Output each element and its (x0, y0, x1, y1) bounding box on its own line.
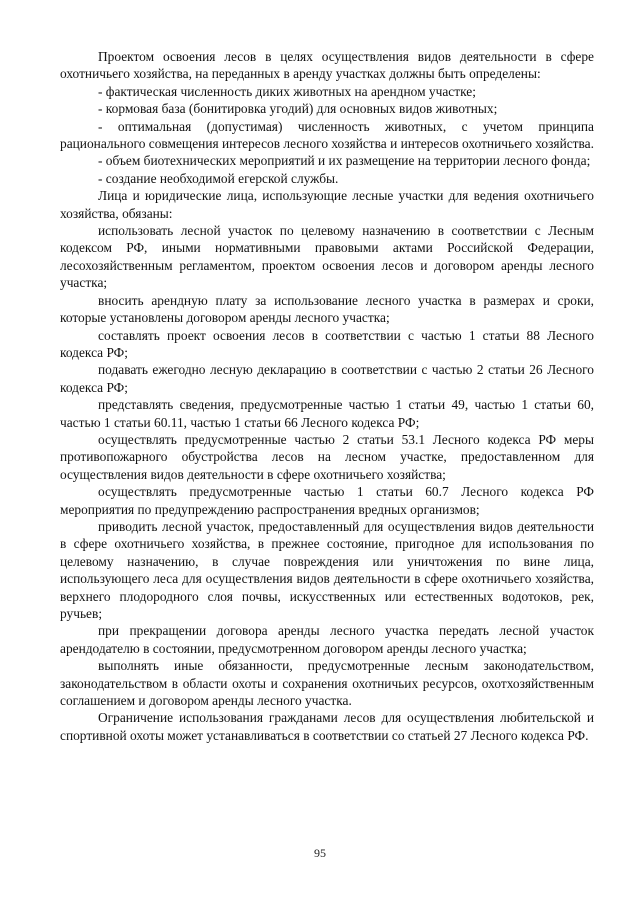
obligation-provide-information: представлять сведения, предусмотренные частью 1 статьи 49, частью 1 статьи 60, частью 1 статьи 60.11, частью 1 статьи 66 Лесного кодекса РФ; (60, 397, 594, 430)
obligation-restore-site: приводить лесной участок, предоставленный для осуществления видов деятельности в сфере охотничьего хозяйства, в прежнее состояние, пригодное для использования по целевому назначению, в случае повреждения или уничтожения по вине лица, использующего леса для осуществления видов деятельности в сфере охотничьего хозяйства, верхнего плодородного слоя почвы, искусственных или естественных водотоков, рек, ручьев; (60, 518, 594, 621)
list-item-ranger-service: - создание необходимой егерской службы. (98, 170, 339, 186)
paragraph-intro: Проектом освоения лесов в целях осуществления видов деятельности в сфере охотничьего хозяйства, на переданных в аренду участках должны быть определены: (60, 49, 594, 82)
obligation-return-site: при прекращении договора аренды лесного участка передать лесной участок арендодателю в состоянии, предусмотренном договором аренды лесного участка; (60, 623, 594, 656)
obligation-pay-rent: вносить арендную плату за использование лесного участка в размерах и сроки, которые установлены договором аренды лесного участка; (60, 292, 594, 326)
obligation-forest-declaration: подавать ежегодно лесную декларацию в соответствии с частью 2 статьи 26 Лесного кодекса РФ; (60, 362, 594, 395)
document-body (60, 48, 594, 744)
obligation-pest-prevention: осуществлять предусмотренные частью 1 статьи 60.7 Лесного кодекса РФ мероприятия по предупреждению распространения вредных организмов; (60, 484, 594, 517)
list-item-biotechnical-measures: - объем биотехнических мероприятий и их размещение на территории лесного фонда; (98, 153, 591, 169)
list-item-forage-base: - кормовая база (бонитировка угодий) для основных видов животных; (98, 101, 498, 117)
list-item-optimal-count: - оптимальная (допустимая) численность животных, с учетом принципа рационального совмещения интересов лесного хозяйства и интересов охотничьего хозяйства. (60, 118, 594, 152)
list-item-actual-animal-count: - фактическая численность диких животных на арендном участке; (98, 83, 476, 99)
paragraph-hunting-restriction: Ограничение использования гражданами лесов для осуществления любительской и спортивной охоты может устанавливаться в соответствии со статьей 27 Лесного кодекса РФ. (60, 710, 594, 743)
paragraph-obligations-intro: Лица и юридические лица, использующие лесные участки для ведения охотничьего хозяйства, обязаны: (60, 188, 594, 221)
obligation-other-duties: выполнять иные обязанности, предусмотренные лесным законодательством, законодательством в области охоты и сохранения охотничьих ресурсов, охотхозяйственным соглашением и договором аренды лесного участка. (60, 658, 594, 709)
obligation-use-by-purpose: использовать лесной участок по целевому назначению в соответствии с Лесным кодексом РФ, иными нормативными правовыми актами Российской Федерации, лесохозяйственным регламентом, проектом освоения лесов и договором аренды лесного участка; (60, 223, 594, 291)
obligation-develop-project: составлять проект освоения лесов в соответствии с частью 1 статьи 88 Лесного кодекса РФ; (60, 327, 594, 360)
obligation-fire-prevention: осуществлять предусмотренные частью 2 статьи 53.1 Лесного кодекса РФ меры противопожарного обустройства лесов на лесном участке, предоставленном для осуществления видов деятельности в сфере охотничьего хозяйства; (60, 431, 594, 482)
page-number: 95 (314, 846, 326, 860)
